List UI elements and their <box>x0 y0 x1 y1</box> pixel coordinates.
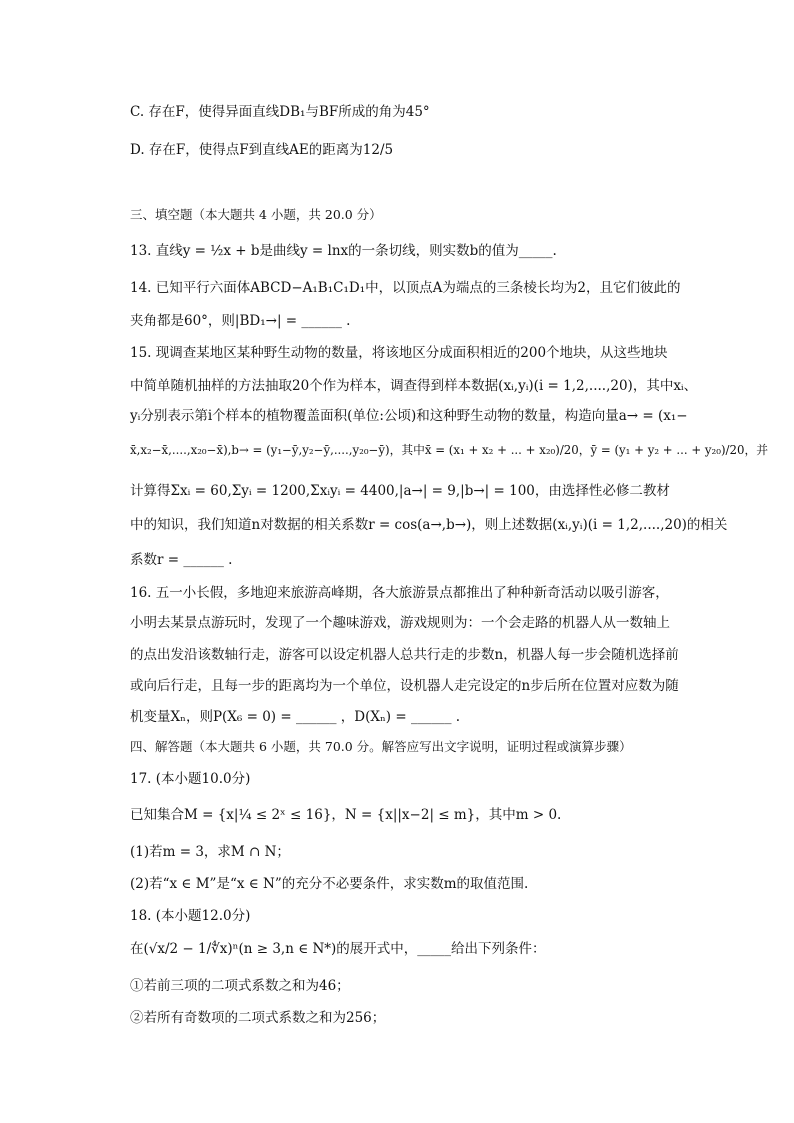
question-15-line-3: yᵢ分别表示第i个样本的植物覆盖面积(单位:公顷)和这种野生动物的数量，构造向量a→ = (x₁− <box>130 408 688 424</box>
question-15-line-4: x̄,x₂−x̄,....,x₂₀−x̄),b→ = (y₁−ȳ,y₂−ȳ,....,y₂₀−ȳ)，其中x̄ = (x₁ + x₂ + ... + x₂₀)/20，ȳ = (y₁ + y₂ + ... + y₂₀)/20，并 <box>130 443 768 457</box>
question-17-header: 17. (本小题10.0分) <box>130 771 251 787</box>
question-16-line-5: 机变量Xₙ，则P(X₆ = 0) = ______ ，D(Xₙ) = ______ . <box>130 709 461 725</box>
question-15-line-1: 15. 现调查某地区某种野生动物的数量，将该地区分成面积相近的200个地块，从这些地块 <box>130 345 668 361</box>
question-16-line-3: 的点出发沿该数轴行走，游客可以设定机器人总共行走的步数n，机器人每一步会随机选择前 <box>130 647 679 663</box>
question-13: 13. 直线y = ½x + b是曲线y = lnx的一条切线，则实数b的值为_____. <box>130 243 557 259</box>
question-17-part-1: (1)若m = 3，求M ∩ N； <box>130 844 290 860</box>
question-15-line-2: 中简单随机抽样的方法抽取20个作为样本，调查得到样本数据(xᵢ,yᵢ)(i = 1,2,....,20)，其中xᵢ、 <box>130 378 698 394</box>
question-14-line-1: 14. 已知平行六面体ABCD−A₁B₁C₁D₁中，以顶点A为端点的三条棱长均为2，且它们彼此的 <box>130 280 681 296</box>
question-18-header: 18. (本小题12.0分) <box>130 908 251 924</box>
question-14-line-2: 夹角都是60°，则|BD₁→| = ______ . <box>130 313 351 329</box>
section-answer-heading: 四、解答题（本大题共 6 小题，共 70.0 分。解答应写出文字说明，证明过程或演算步骤） <box>130 739 632 754</box>
question-17-statement: 已知集合M = {x|¼ ≤ 2ˣ ≤ 16}，N = {x||x−2| ≤ m}，其中m > 0. <box>130 807 562 823</box>
question-16-line-4: 或向后行走，且每一步的距离均为一个单位，设机器人走完设定的n步后所在位置对应数为随 <box>130 678 679 694</box>
question-15-line-5: 计算得Σxᵢ = 60,Σyᵢ = 1200,Σxᵢyᵢ = 4400,|a→| = 9,|b→| = 100，由选择性必修二教材 <box>130 483 670 499</box>
question-18-statement: 在(√x/2 − 1/∜x)ⁿ(n ≥ 3,n ∈ N*)的展开式中，_____给出下列条件： <box>130 941 546 957</box>
question-15-line-7: 系数r = ______ . <box>130 552 233 568</box>
question-18-condition-1: ①若前三项的二项式系数之和为46； <box>130 978 350 994</box>
question-17-part-2: (2)若“x ∈ M”是“x ∈ N”的充分不必要条件，求实数m的取值范围. <box>130 876 529 892</box>
option-c: C. 存在F，使得异面直线DB₁与BF所成的角为45° <box>130 104 430 120</box>
question-18-condition-2: ②若所有奇数项的二项式系数之和为256； <box>130 1010 386 1026</box>
question-16-line-2: 小明去某景点游玩时，发现了一个趣味游戏，游戏规则为：一个会走路的机器人从一数轴上 <box>130 615 670 631</box>
question-16-line-1: 16. 五一小长假，多地迎来旅游高峰期，各大旅游景点都推出了种种新奇活动以吸引游客， <box>130 585 669 601</box>
option-d: D. 存在F，使得点F到直线AE的距离为12/5 <box>130 142 394 158</box>
section-fill-in-heading: 三、填空题（本大题共 4 小题，共 20.0 分） <box>130 207 382 222</box>
question-15-line-6: 中的知识，我们知道n对数据的相关系数r = cos(a→,b→)，则上述数据(xᵢ,yᵢ)(i = 1,2,....,20)的相关 <box>130 517 728 533</box>
